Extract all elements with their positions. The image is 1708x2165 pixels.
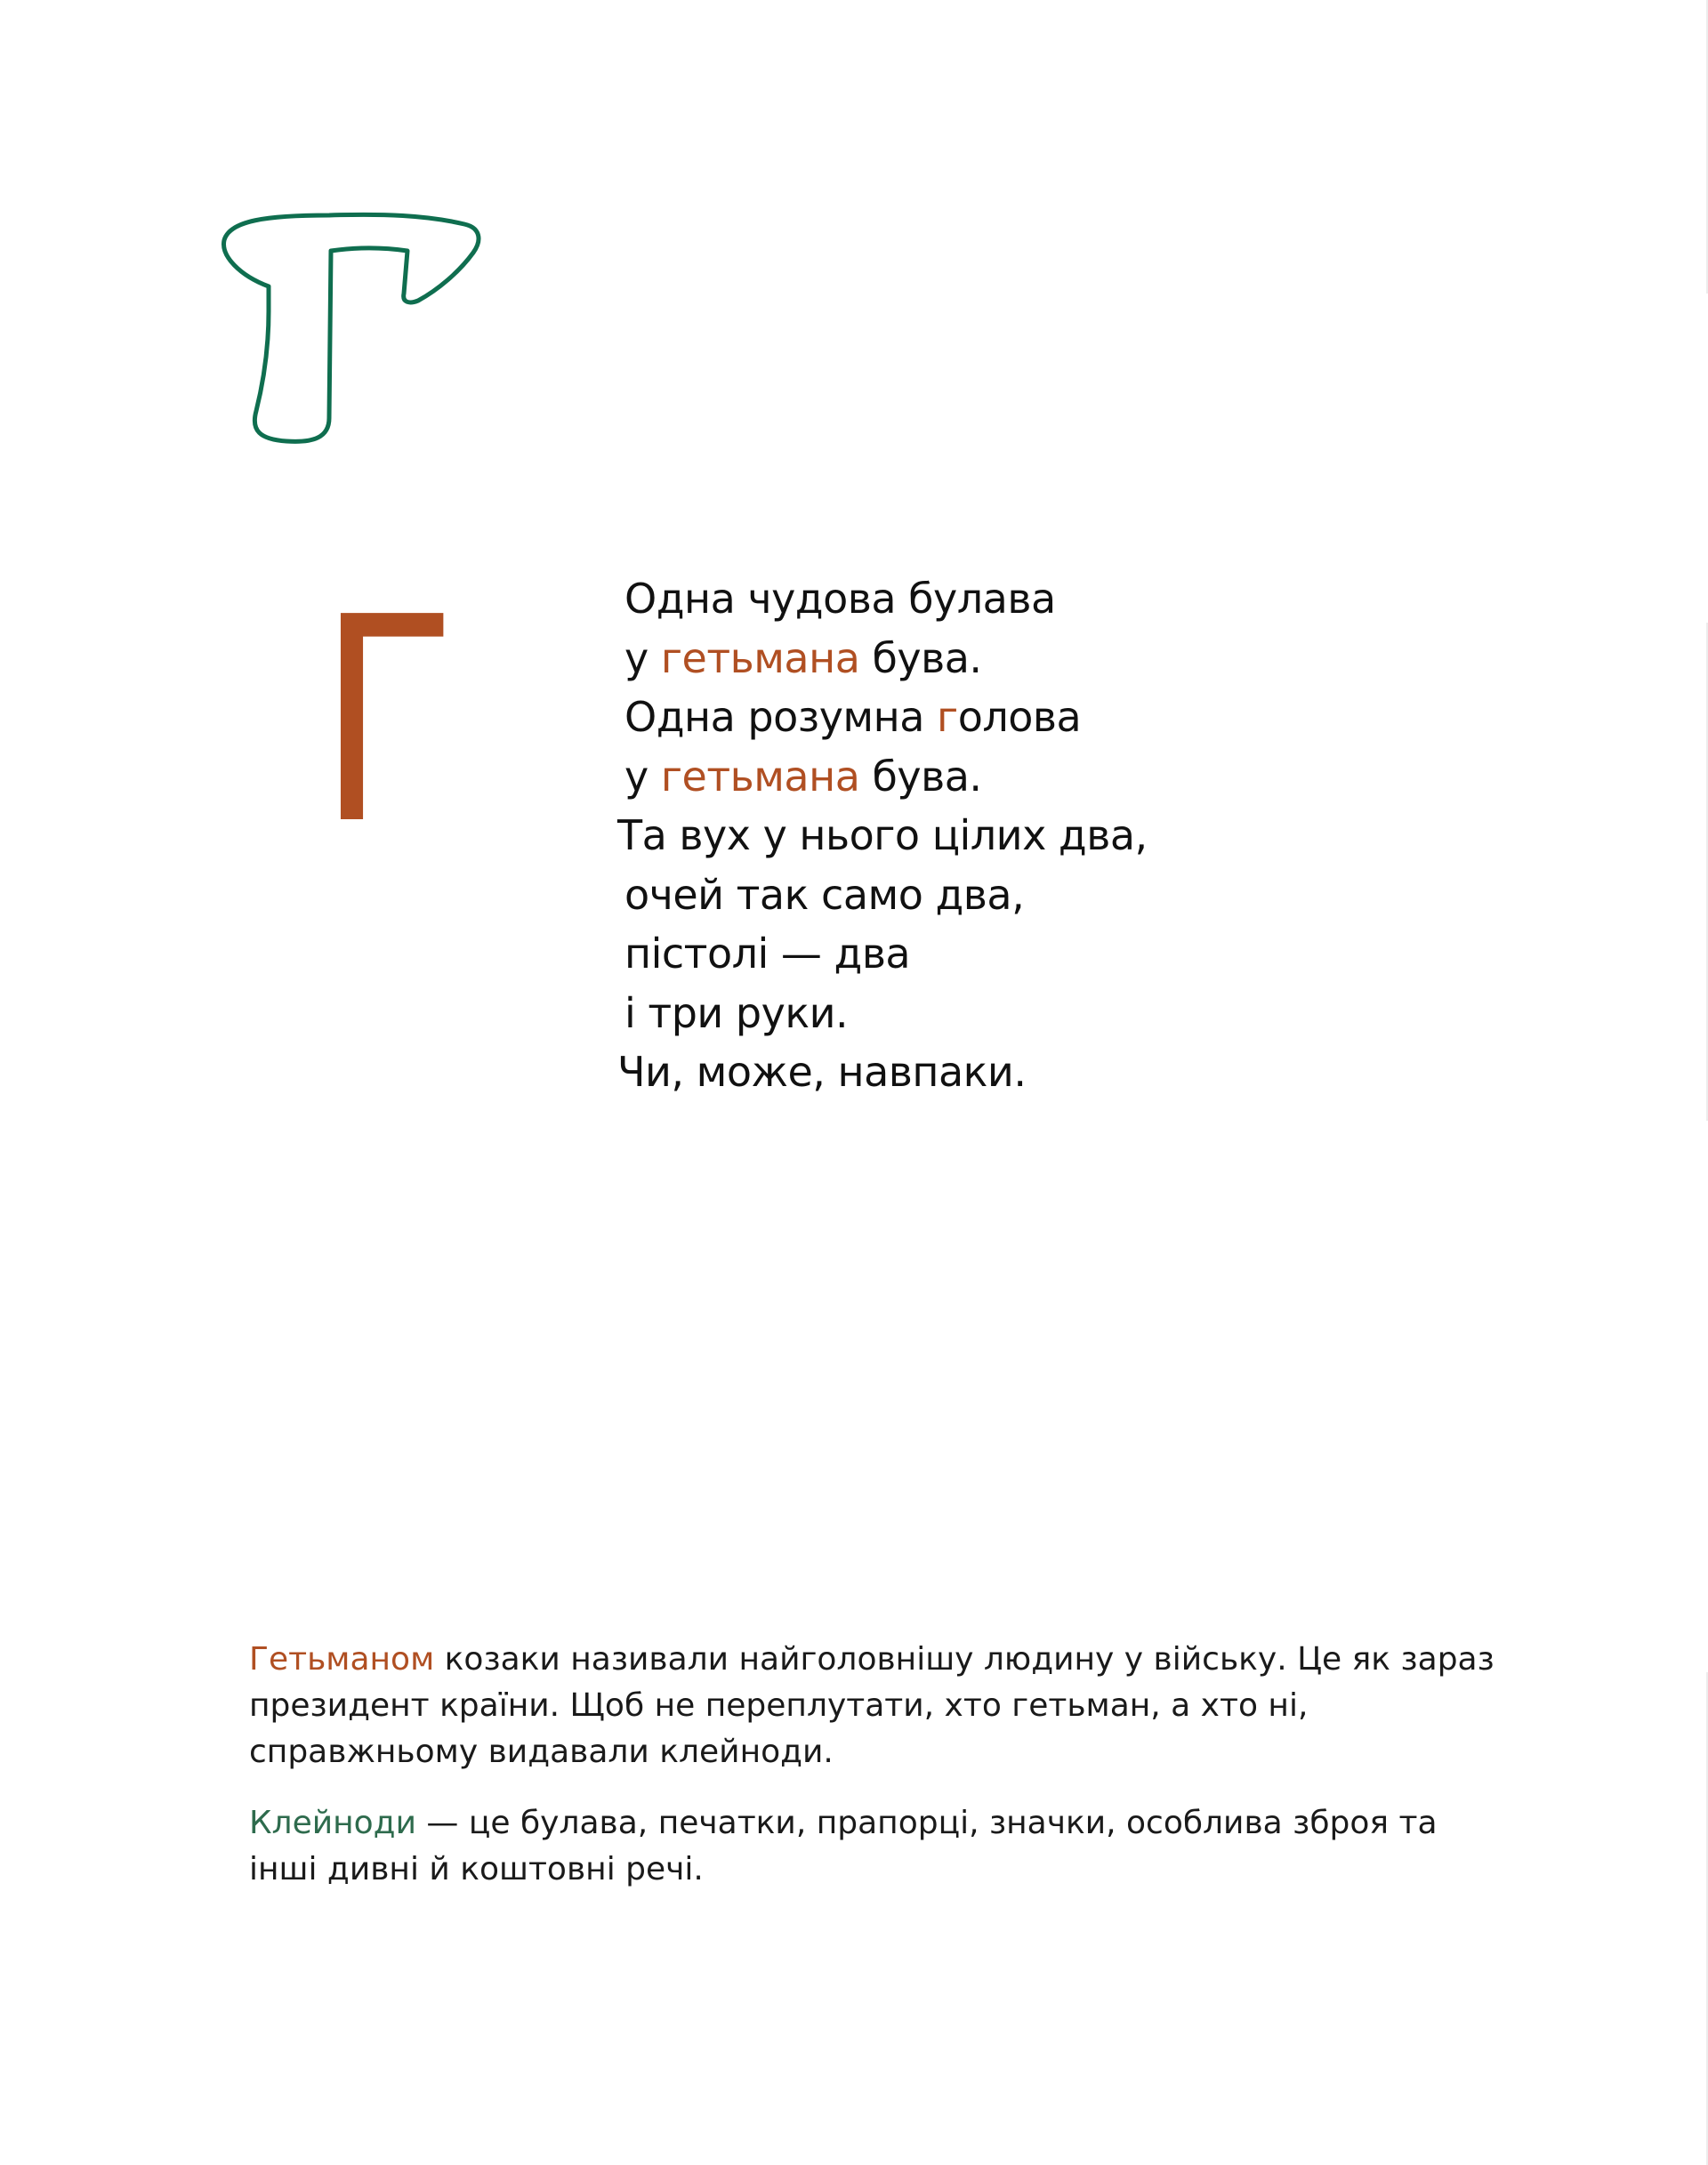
poem-line: пістолі — два [624, 930, 911, 978]
note-paragraph-kleinody: Клейноди — це булава, печатки, прапорці, значки, особлива зброя та інші дивні й коштовні речі. [249, 1805, 1438, 1887]
explanation-notes [249, 1637, 1494, 1918]
poem [614, 569, 1308, 1102]
poem-line: у гетьмана бува. [624, 633, 982, 682]
poem-line: Та вух у нього цілих два, [617, 811, 1148, 859]
term-hetman: Гетьманом [249, 1641, 435, 1678]
outlined-letter-ge-shape [224, 214, 479, 441]
highlight-word: гетьмана [660, 752, 860, 801]
note-paragraph-hetman: Гетьманом козаки називали найголовнішу людину у війську. Це як зараз президент країни. Щоб не переплутати, хто гетьман, а хто ні, справжньому видавали клейноди. [249, 1641, 1494, 1770]
poem-line: Одна розумна голова [624, 693, 1082, 741]
poem-line: і три руки. [624, 988, 849, 1037]
poem-line: Чи, може, навпаки. [617, 1048, 1027, 1096]
heading-letter: Г [318, 557, 457, 886]
highlight-letter: г [937, 693, 958, 741]
term-kleinody: Клейноди [249, 1805, 416, 1841]
poem-line: Одна чудова булава [624, 575, 1056, 623]
poem-line: у гетьмана бува. [624, 752, 982, 801]
outlined-letter-ge-icon [214, 205, 489, 445]
poem-line: очей так само два, [624, 870, 1025, 919]
highlight-word: гетьмана [660, 633, 860, 682]
